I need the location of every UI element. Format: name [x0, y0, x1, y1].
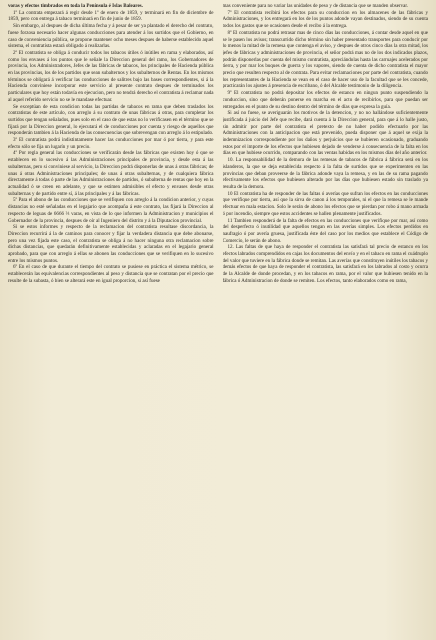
paragraph: 4º Por regla general las conducciones se verificarán desde las fábricas que existen hoy ó que se establecen en lo sucesivo á las Administraciones principales de provincia, y desde esta á las subalternas, pero si conviniese al servicio, la Direccion podrá disponerlas de unas á otras fábricas; de unas á otras Administraciones principales; de unas á otras subalternas, y de cualquiera fábrica directamente á todas ó parte de las Administraciones de partidos, ó subalterna de rentas que hoy en la actualidad ó se creen en adelante, y que se estimen admisibles el efecto y envases desde otras subalternas y de partido entre sí, á las principales y á las fábricas.: [8, 150, 214, 197]
paragraph: Si se estos informes y respecto de la reclamacion del contratista resultase discordancia, la Direccion recurrirá á la de caminos para conocer y fijar la verdadera distancia que debe abonarse, pero una vez fijada este caso, el contratista se obliga á no hacer ninguna otra reclamacion sobre dichas distancias, que quedarán definitivamente establecidas y aclaradas en el legajario general aprobado, para que con arreglo á ellas se abonen las conducciones que se verifiquen en lo sucesivo entre los mismos puntos.: [8, 224, 214, 264]
paragraph: 12. Las faltas de que haya de responder el contratista las satisfará tal precio de estanco en los efectos labrados comprendidos en cajas los documentos del envío y en el tabaco en rama el cuádruplo del valor que tuviere en la fábrica donde se remitan. Las averías que constituyen inútiles los tabacos y demás efectos de que haya de responder el contratista, las satisfará en los labrados al costo y ocurra de la Alcalde de donde procedan, y en los tabacos en rama, por el valor que hubiesen tenido en la fábrica ó Administracion de donde se remiten. Los efectos, tanto elaborados como en rama,: [222, 244, 428, 284]
paragraph: 1º La contrata empezará á regir desde 1º de enero de 1859, y terminará en fin de diciembre de 1859, pero con entrega á tabaco terminará en fin de junio de 1859.: [8, 9, 214, 23]
paragraph: Si así no fuese, se averiguarán los motivos de la detencion, y no no hallándose suficientemente justificada á juicio del Jefe que recibe, dará cuenta á la Direccion general, para que á lo halle justo, sin admitir por parte del contratista el pretexto de no haber podido efectuarlo por las Administraciones con la anticipacion que está prevenido, pueda disponer que á aquel se exija la indemnizacion correspondiente por los daños y perjuicios que se hubieren ocasionado, graduando estos por el importe de los efectos que hubiesen dejado de venderse á consecuencia de la falta en los días en que hubiese ocurrido, comparando con las ventas habidas en los mismos días del año anterior.: [222, 110, 428, 157]
section-heading: voras y efectos timbrados en toda la Península é Islas Baleares.: [8, 3, 143, 9]
right-column: [223, 3, 429, 640]
paragraph: 5º Para el abono de las conducciones que se verifiquen con arreglo á la condicion anterior, y cuyas distancias no esté señaladas en el legajario que acompaña á este contrato, las fijará la Direccion al respecto de leguas de 6666 ⅔ varas, en vista de lo que informen la Administracion y municipios el Gobernador de la provincia, despues de oír al Ingeniero del distrito y á la Diputacion provincial.: [8, 197, 214, 224]
paragraph: 10 El contratista ha de responder de las faltas ó averías que sufran los efectos en las conducciones que verifique por tierra, así que la sirva de canon á los temporales, ni el que la remesa se le mande efectuar en mala estacion. Solo le serán de abono los efectos que se pierdan por robo á mano armada ó por incendio, siempre que estos accidentes se hallen plenamente justificados.: [222, 190, 428, 217]
paragraph: 3º El contratista podrá indistintamente hacer las conducciones por mar ó por tierra, y para este efecto sólo se fija un lugarín y un precio.: [8, 137, 214, 150]
paragraph: 8º El contratista no podrá retrasar mas de cinco días las conducciones, á contar desde aquel en que se le pasen los avisos; transcurrido dicho término sin haber presentado transportes para conducir por lo menos la mitad de la remesa que contenga el aviso, y despues de otros cinco días la otra mitad, los jefes de fábricas y administraciones de provincia, el señor podrá mas no de los dos indicados plazos, podrán disponerlas por cuenta del mismo contratista, apreciándolas hasta las carruajes acelerados por tierra, y por mar los buques de guerra y los vapores, siendo de cuenta de dicho contratista el mayor precio que resulten respecto al de contrata. Para evitar reclamaciones por parte del contratista, cuando los representantes de la Hacienda se vean en el caso de hacer uso de la facultad que se les concede, practicarán los ajustes á presencia de escribano, ó del Alcalde testimonio de la diligencia.: [222, 29, 428, 90]
text-columns: [8, 3, 428, 640]
paragraph: 10. La responsabilidad de la demora de las remesas de tabacos de fábrica á fábrica será en los islanderos, la que se deja establecida respecto á la falta de surtidos que se experimenten en las provincias que deban proveerse de la fábrica adonde vaya la remesa, y en las de su rama pagando efectivamente los efectos que hubiesen alterado por las días que hubiesen estado sin traslado ya resulta de la demora.: [222, 157, 428, 190]
paragraph: 11 Tambien responderá de la falta de efectos en las conducciones que verifique por mar, así como del desperfecto ó inutilidad que aquellos tengan en las averías simples. Los efectos perdidos en naufragio ó por avería gruesa, justificada éste del caso por los medios que establece el Código de Comercio, le serán de abono.: [222, 217, 428, 244]
paragraph: Sin embargo, al despues de dicha última fecha y á pesar de ser ya plantado el derecho del contrato, fuese forzosa necesario hacer algunas conducciones para atender á los surtidos que el Gobierno, en caso de conveniencia pública, se propone mantener ocho meses despues de haberse establecido aquel sistema, el contratista estará obligado á realizarlas.: [8, 23, 214, 50]
paragraph: 6º En el caso de que durante el tiempo del contrato se pusiese en práctica el sistema métrico, se establecerán las equivalencias correspondientes al peso y distancia que se contratan por el precio que resulte de la subasta, ó bien se alterará este en igual proporcion, si así fuese: [8, 264, 214, 284]
paragraph: mas conveniente para no variar las unidades de peso y de distancia que se manden observar.: [222, 3, 409, 9]
paragraph: 7º El contratista recibirá los efectos para su conduccion en los almacenes de las fábricas y Administraciones, y los entregará en los de los puntos adonde vayan destinados, siendo de su cuenta todos los gastos que se ocasionen desde el recibo á la entrega.: [222, 9, 428, 30]
paragraph: Se exceptúan de esta condicion todas las partidas de tabacos en rama que deben traslados los contratistas de este artículo, con arreglo á su contrato de unas fábricas á otras, para completar los surtidos que tengan señalados, pues solo en el caso de que estas no lo verificasen en el término que se fijará por la Direccion general, lo ejecutará el de conducciones por cuenta y riesgo de aquellos que responderán tambien á la Hacienda de las consecuencias que sobrevengan con arreglo á lo estipulado.: [8, 103, 214, 137]
paragraph: 9º El contratista no podrá depositar los efectos de estanco en ningun punto suspendiendo la conduccion, sino que deberán ponerse en marcha en el acto de recibirlos, para que puedan ser entregados en el punto de su destino dentro del término de días que expresa la guía.: [222, 90, 428, 110]
paragraph: 2º El contratista se obliga á conducir todos los tabacos útiles ó inútiles en rama y elaborados, así como los envases á los puntos que le señale la Direccion general del ramo, los Gobernadores de provincia, los Administradores, Jefes de las fábricas de tabacos, los principales de Hacienda pública en las provincias, los de los partidos que sean subalternos y los subalternos de Rentas. En los mismos términos se obligará á verificar las conducciones de salitres bajo las bases correspondientes, si á la Hacienda conviniese incorporar este servicio al presente contrato despues de terminados los particulares que hoy están todavía en ejecucion, pero no tendrá derecho el contratista á reclamar nada al aquel referido servicio no se le mandase efectuar.: [8, 49, 214, 103]
left-column: [8, 3, 214, 640]
